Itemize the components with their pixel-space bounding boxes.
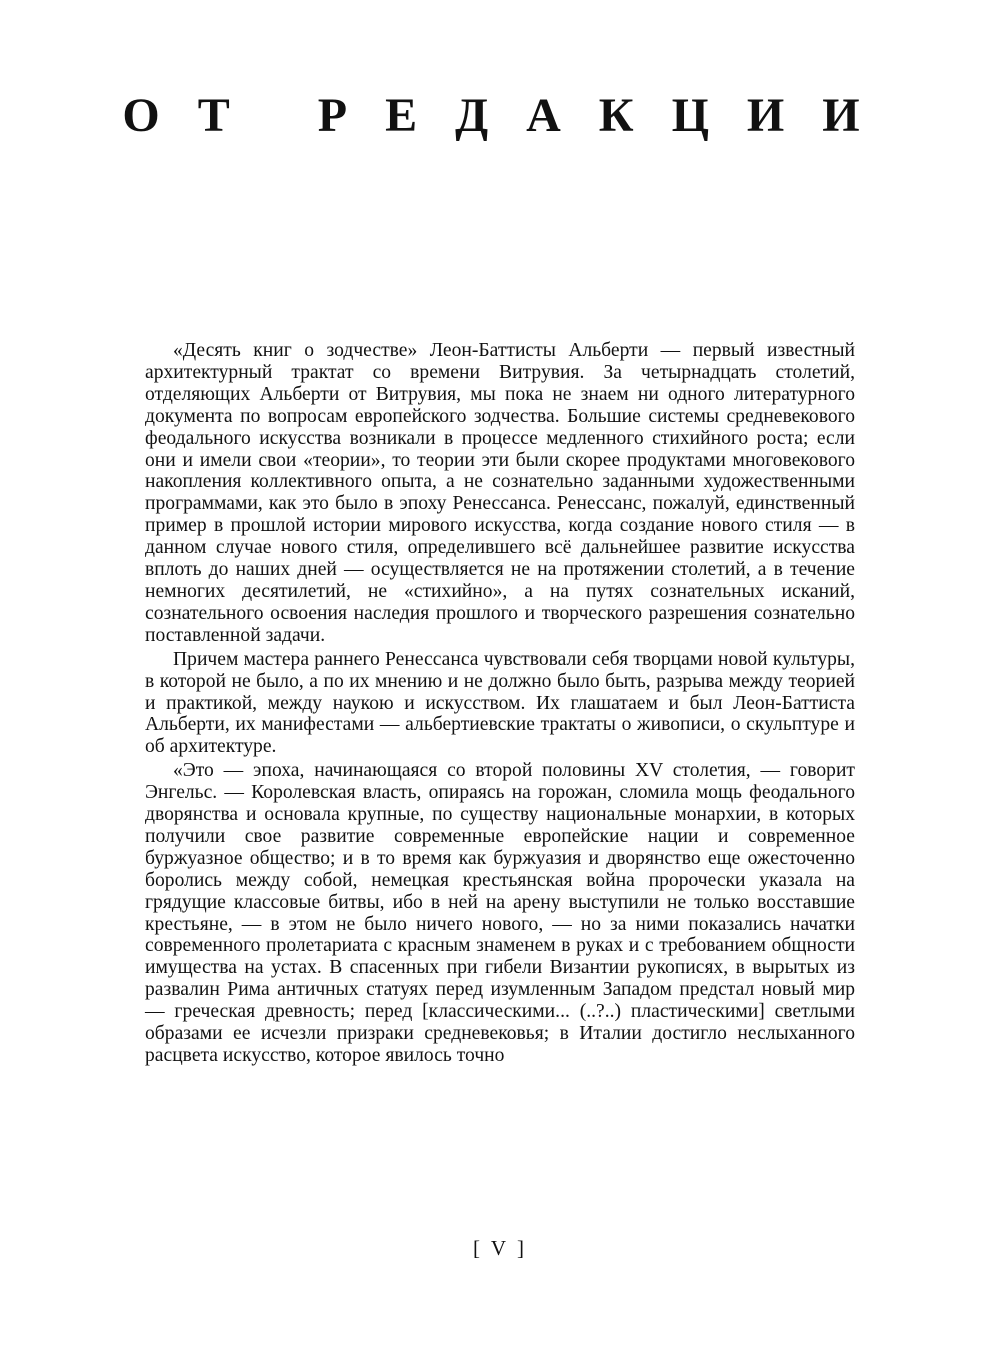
body-text: [145, 340, 855, 1067]
paragraph-2: Причем мастера раннего Ренессанса чувствовали себя творцами новой культуры, в которой не было, а по их мнению и не должно было быть, разрыва между теорией и практикой, между наукою и искусством. Их глашатаем и был Леон-Баттиста Альберти, их манифестами — альбертиевские трактаты о живописи, о скульптуре и об архитектуре.: [145, 648, 855, 758]
paragraph-3: «Это — эпоха, начинающаяся со второй половины XV столетия, — говорит Энгельс. — Королевская власть, опираясь на горожан, сломила мощь феодального дворянства и основала крупные, по существу национальные монархии, в которых получили свое развитие современные европейские нации и современное буржуазное общество; и в то время как буржуазия и дворянство еще ожесточенно боролись между собой, немецкая крестьянская война пророчески указала на грядущие классовые битвы, ибо в ней на арену выступили не только восставшие крестьяне, — в этом не было ничего нового, — но за ними показались начатки современного пролетариата с красным знаменем в руках и с требованием общности имущества на устах. В спасенных при гибели Византии рукописях, в вырытых из развалин Рима античных статуях перед изумленным Западом предстал новый мир — греческая древность; перед [классическими... (..?..) пластическими] светлыми образами ее исчезли призраки средневековья; в Италии достигло неслыханного расцвета искусство, которое явилось точно: [145, 760, 855, 1066]
page-title: ОТ РЕДАКЦИИ: [122, 89, 898, 142]
page-number: [ V ]: [473, 1236, 527, 1260]
paragraph-1: «Десять книг о зодчестве» Леон-Баттисты Альберти — первый известный архитектурный трактат со времени Витрувия. За четырнадцать столетий, отделяющих Альберти от Витрувия, мы пока не знаем ни одного литературного документа по вопросам европейского зодчества. Большие системы средневекового феодального искусства возникали в процессе медленного стихийного роста; если они и имели свои «теории», то теории эти были скорее продуктами многовекового накопления коллективного опыта, а не сознательно заданными художественными программами, как это было в эпоху Ренессанса. Ренессанс, пожалуй, единственный пример в прошлой истории мирового искусства, когда создание нового стиля — в данном случае нового стиля, определившего всё дальнейшее развитие искусства вплоть до наших дней — осуществляется не на протяжении столетий, а в течение немногих десятилетий, не «стихийно», а на путях сознательных исканий, сознательного освоения наследия прошлого и творческого разрешения сознательно поставленной задачи.: [145, 340, 855, 646]
